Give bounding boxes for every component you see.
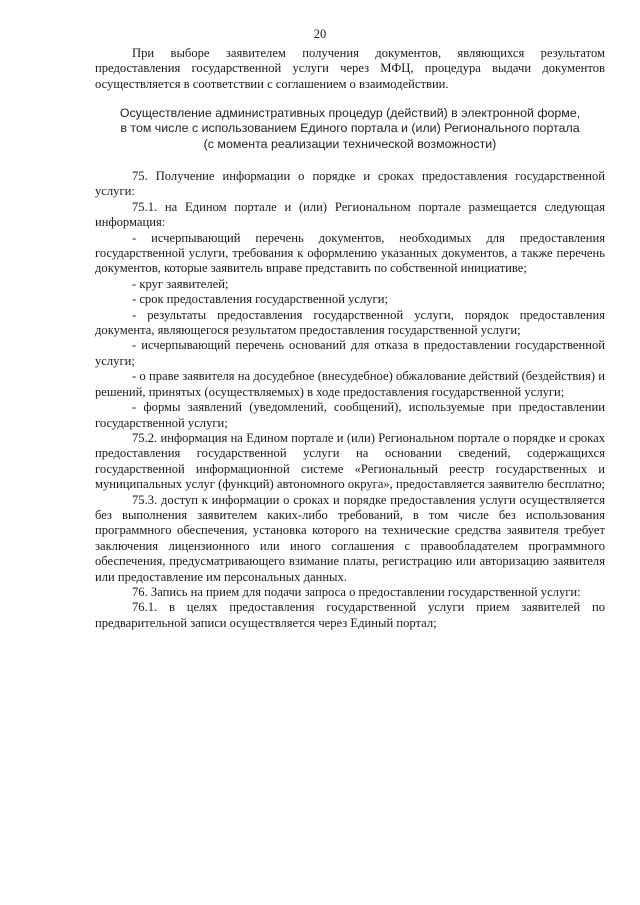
section-heading-line-2: в том числе с использованием Единого портала и (или) Регионального портала (120, 121, 580, 136)
bullet-results: - результаты предоставления государственной услуги, порядок предоставления документа, являющегося результатом предоставления государственной услуги; (95, 307, 605, 338)
section-heading-line-1: Осуществление административных процедур (действий) в электронной форме, (119, 106, 581, 120)
main-body (95, 169, 605, 631)
paragraph-75-2: 75.2. информация на Едином портале и (или) Региональном портале о порядке и сроках предоставления государственной услуги на основании сведений, содержащихся государственной информационной системе «Региональный реестр государственных и муниципальных услуг (функций) автономного округа», предоставляется заявителю бесплатно; (95, 430, 606, 492)
section-heading-line-3: (с момента реализации технической возможности) (203, 136, 497, 151)
paragraph-76-1: 76.1. в целях предоставления государственной услуги прием заявителей по предварительной записи осуществляется через Единый портал; (95, 600, 605, 630)
intro-paragraph: При выборе заявителем получения документов, являющихся результатом предоставления государственной услуги через МФЦ, процедура выдачи документов осуществляется в соответствии с соглашением о взаимодействии. (95, 46, 605, 91)
bullet-forms: - формы заявлений (уведомлений, сообщений), используемые при предоставлении государственной услуги; (95, 400, 605, 430)
paragraph-75: 75. Получение информации о порядке и сроках предоставления государственной услуги: (95, 169, 605, 199)
bullet-term: - срок предоставления государственной услуги; (132, 292, 388, 307)
bullet-applicants: - круг заявителей; (132, 276, 229, 291)
bullet-refusal-grounds: - исчерпывающий перечень оснований для отказа в предоставлении государственной услуги; (95, 338, 605, 368)
paragraph-75-3: 75.3. доступ к информации о сроках и порядке предоставления услуги осуществляется без выполнения заявителем каких-либо требований, в том числе без использования программного обеспечения, установка которого на технические средства заявителя требует заключения лицензионного или иного соглашения с правообладателем программного обеспечения, предусматривающего взимание платы, регистрацию или авторизацию заявителя или предоставление им персональных данных. (95, 492, 605, 584)
page-number: 20 (313, 27, 327, 41)
intro-section (95, 46, 605, 92)
bullet-appeal-right: - о праве заявителя на досудебное (внесудебное) обжалование действий (бездействия) и решений, принятых (осуществляемых) в ходе предоставления государственной услуги; (95, 369, 605, 399)
bullet-document-list: - исчерпывающий перечень документов, необходимых для предоставления государственной услуги, требования к оформлению указанных документов, а также перечень документов, которые заявитель вправе представить по собственной инициативе; (95, 230, 605, 276)
paragraph-75-1: 75.1. на Едином портале и (или) Региональном портале размещается следующая информация: (95, 199, 605, 230)
paragraph-76: 76. Запись на прием для подачи запроса о предоставлении государственной услуги: (132, 584, 581, 599)
section-heading (95, 106, 605, 152)
